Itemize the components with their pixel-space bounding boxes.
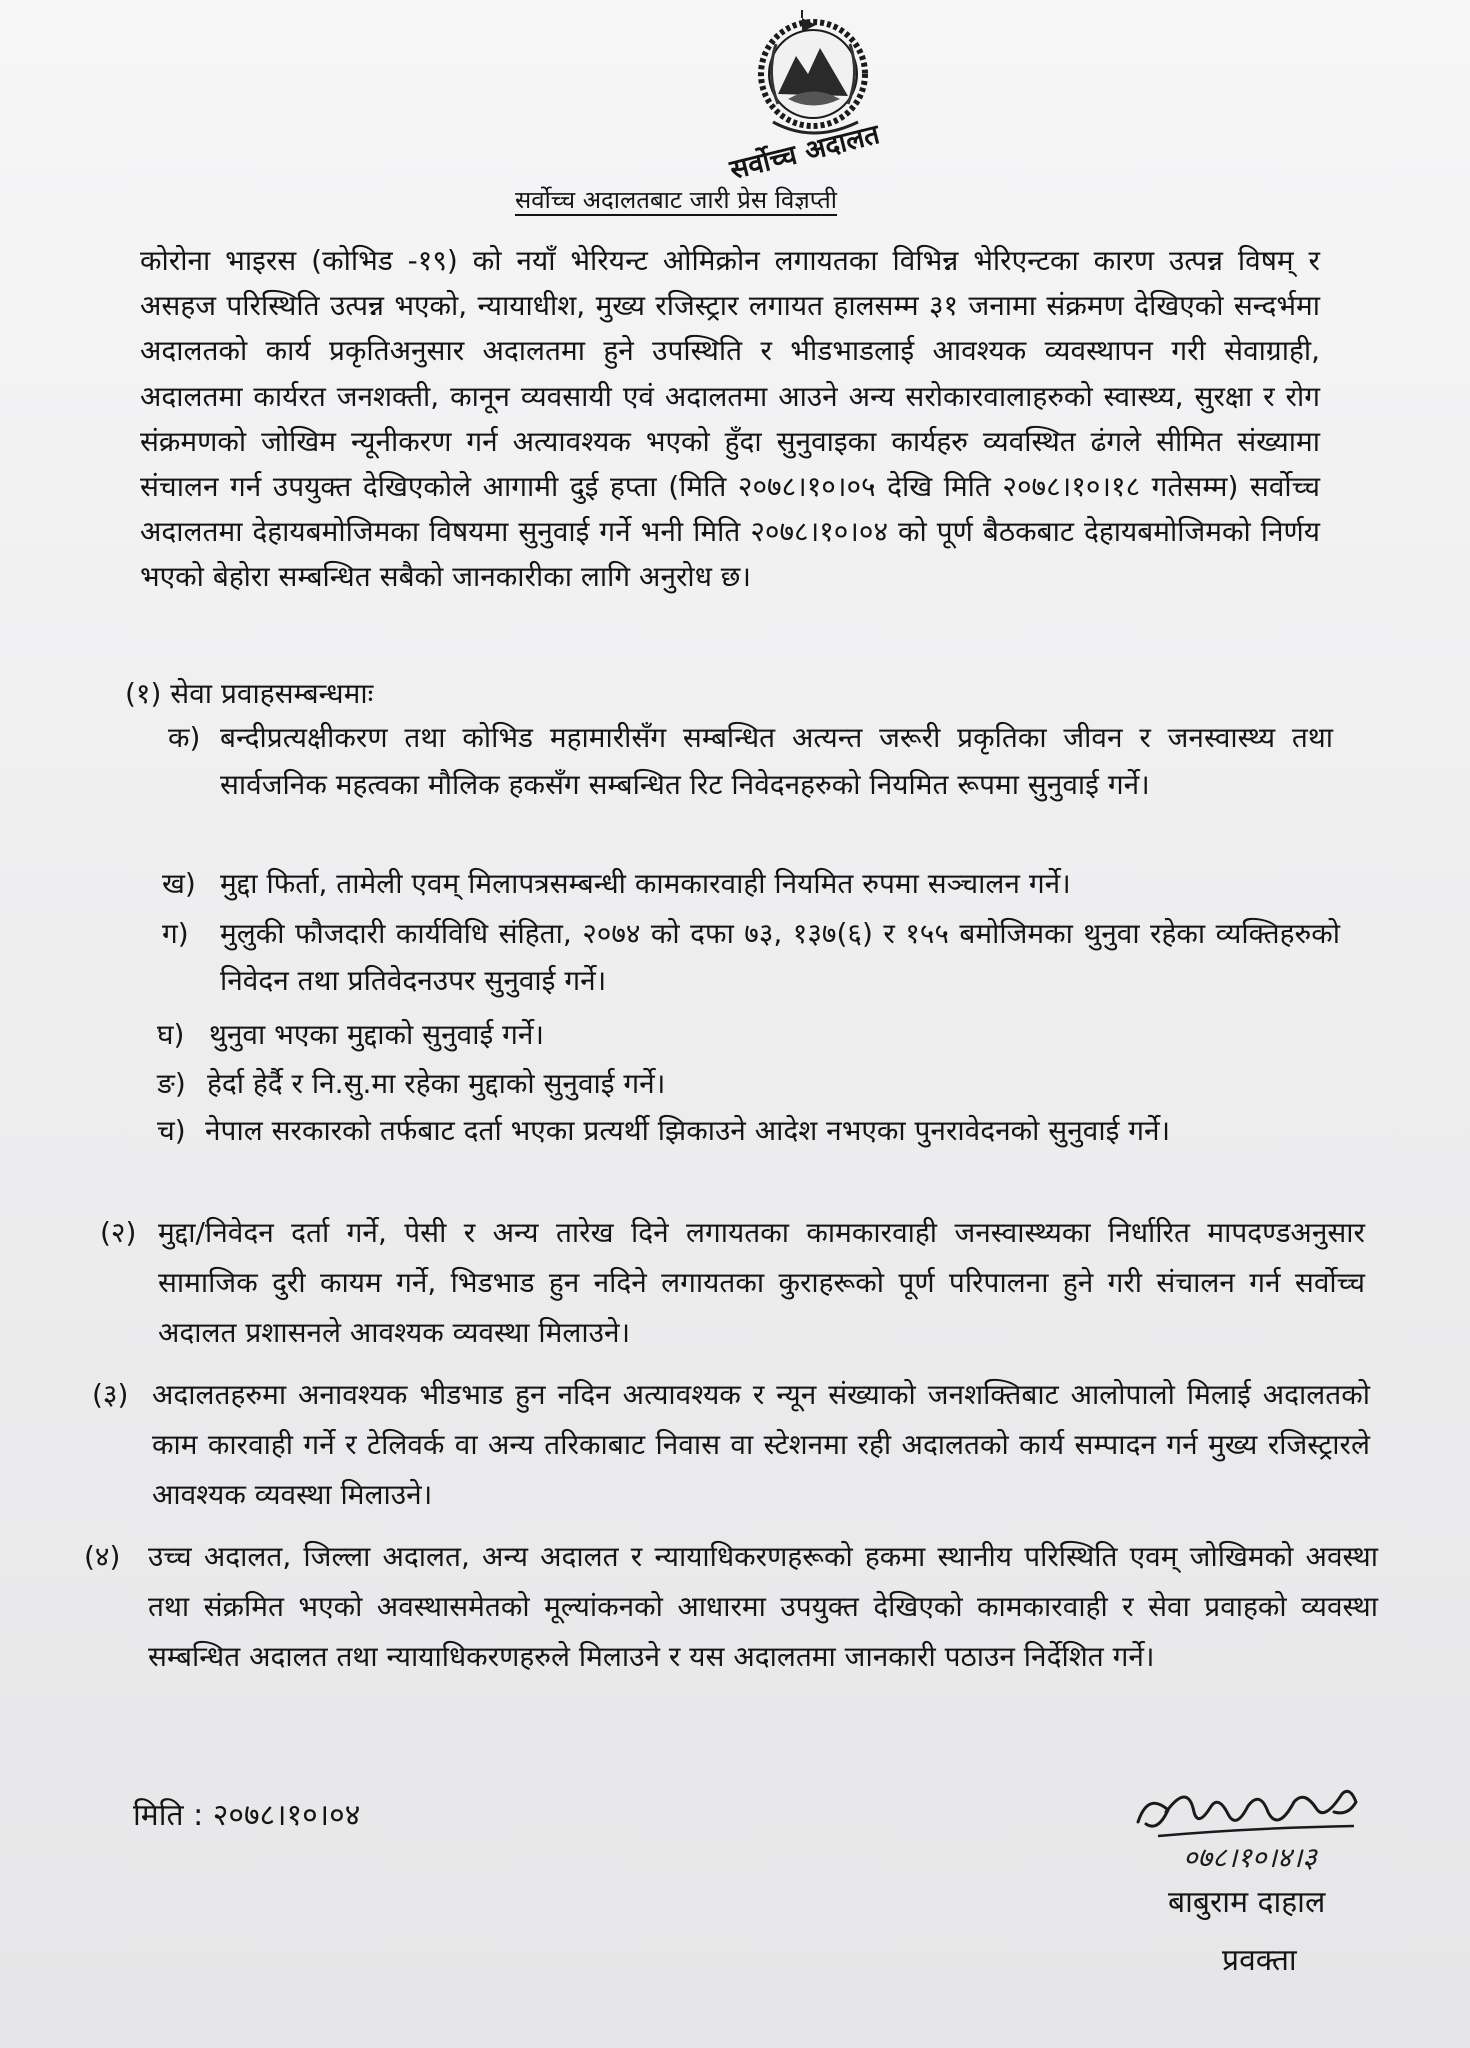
- item-text: मुद्दा फिर्ता, तामेली एवम् मिलापत्रसम्बन्धी कामकारवाही नियमित रुपमा सञ्चालन गर्ने।: [220, 867, 1071, 900]
- section-label: (३): [92, 1378, 129, 1411]
- item-label: ग): [162, 917, 189, 950]
- section-label: (४): [84, 1540, 121, 1573]
- item-text: बन्दीप्रत्यक्षीकरण तथा कोभिड महामारीसँग सम्बन्धित अत्यन्त जरूरी प्रकृतिका जीवन र जनस्वास्थ्य तथा सार्वजनिक महत्वका मौलिक हकसँग सम्बन्धित रिट निवेदनहरुको नियमित रूपमा सुनुवाई गर्ने।: [220, 721, 1333, 801]
- section-1-item: [162, 860, 1333, 907]
- item-label: ङ): [157, 1067, 186, 1100]
- signature-date: ०७८।१०।४।३: [1183, 1841, 1317, 1874]
- item-text: नेपाल सरकारको तर्फबाट दर्ता भएका प्रत्यर्थी झिकाउने आदेश नभएका पुनरावेदनको सुनुवाई गर्ने।: [205, 1114, 1171, 1147]
- section-label: (२): [100, 1216, 137, 1249]
- section-text: उच्च अदालत, जिल्ला अदालत, अन्य अदालत र न्यायाधिकरणहरूको हकमा स्थानीय परिस्थिति एवम् जोखिमको अवस्था तथा संक्रमित भएको अवस्थासमेतको मूल्यांकनको आधारमा उपयुक्त देखिएको कामकारवाही र सेवा प्रवाहको व्यवस्था सम्बन्धित अदालत तथा न्यायाधिकरणहरुले मिलाउने र यस अदालतमा जानकारी पठाउन निर्देशित गर्ने।: [148, 1540, 1378, 1673]
- item-label: च): [157, 1114, 186, 1147]
- emblem-text: सर्वोच्च अदालत: [727, 118, 883, 186]
- section-1-item: [157, 1060, 1337, 1107]
- section-1-heading: (१) सेवा प्रवाहसम्बन्धमाः: [125, 677, 374, 710]
- item-text: हेर्दा हेर्दै र नि.सु.मा रहेका मुद्दाको सुनुवाई गर्ने।: [207, 1067, 666, 1100]
- page-title: सर्वोच्च अदालतबाट जारी प्रेस विज्ञप्ती: [515, 186, 838, 214]
- signatory-name: बाबुराम दाहाल: [1168, 1885, 1326, 1920]
- signatory-role: प्रवक्ता: [1222, 1943, 1297, 1978]
- supreme-court-emblem-icon: [718, 4, 908, 194]
- section-3: [92, 1370, 1370, 1520]
- release-date: मिति : २०७८।१०।०४: [133, 1798, 361, 1833]
- section-1-item: [157, 1011, 1337, 1058]
- item-label: घ): [157, 1018, 185, 1051]
- section-1-item: [157, 1107, 1353, 1154]
- section-2: [100, 1208, 1365, 1358]
- section-text: अदालतहरुमा अनावश्यक भीडभाड हुन नदिन अत्यावश्यक र न्यून संख्याको जनशक्तिबाट आलोपालो मिलाई अदालतको काम कारवाही गर्ने र टेलिवर्क वा अन्य तरिकाबाट निवास वा स्टेशनमा रही अदालतको कार्य सम्पादन गर्न मुख्य रजिस्ट्रारले आवश्यक व्यवस्था मिलाउने।: [152, 1378, 1370, 1511]
- section-1-item: [168, 714, 1333, 808]
- section-1-item: [162, 910, 1340, 1004]
- item-text: थुनुवा भएका मुद्दाको सुनुवाई गर्ने।: [209, 1018, 545, 1051]
- item-text: मुलुकी फौजदारी कार्यविधि संहिता, २०७४ को दफा ७३, १३७(६) र १५५ बमोजिमका थुनुवा रहेका व्यक्तिहरुको निवेदन तथा प्रतिवेदनउपर सुनुवाई गर्ने।: [220, 917, 1340, 997]
- section-text: मुद्दा/निवेदन दर्ता गर्ने, पेसी र अन्य तारेख दिने लगायतका कामकारवाही जनस्वास्थ्यका निर्धारित मापदण्डअनुसार सामाजिक दुरी कायम गर्ने, भिडभाड हुन नदिने लगायतका कुराहरूको पूर्ण परिपालना हुने गरी संचालन गर्न सर्वोच्च अदालत प्रशासनले आवश्यक व्यवस्था मिलाउने।: [158, 1216, 1365, 1349]
- intro-paragraph: कोरोना भाइरस (कोभिड -१९) को नयाँ भेरियन्ट ओमिक्रोन लगायतका विभिन्न भेरिएन्टका कारण उत्पन्न विषम् र असहज परिस्थिति उत्पन्न भएको, न्यायाधीश, मुख्य रजिस्ट्रार लगायत हालसम्म ३१ जनामा संक्रमण देखिएको सन्दर्भमा अदालतको कार्य प्रकृतिअनुसार अदालतमा हुने उपस्थिति र भीडभाडलाई आवश्यक व्यवस्थापन गरी सेवाग्राही, अदालतमा कार्यरत जनशक्ती, कानून व्यवसायी एवं अदालतमा आउने अन्य सरोकारवालाहरुको स्वास्थ्य, सुरक्षा र रोग संक्रमणको जोखिम न्यूनीकरण गर्न अत्यावश्यक भएको हुँदा सुनुवाइका कार्यहरु व्यवस्थित ढंगले सीमित संख्यामा संचालन गर्न उपयुक्त देखिएकोले आगामी दुई हप्ता (मिति २०७८।१०।०५ देखि मिति २०७८।१०।१८ गतेसम्म) सर्वोच्च अदालतमा देहायबमोजिमका विषयमा सुनुवाई गर्ने भनी मिति २०७८।१०।०४ को पूर्ण बैठकबाट देहायबमोजिमको निर्णय भएको बेहोरा सम्बन्धित सबैको जानकारीका लागि अनुरोध छ।: [140, 244, 1320, 594]
- item-label: ख): [162, 867, 196, 900]
- section-4: [84, 1532, 1378, 1682]
- item-label: क): [168, 721, 201, 754]
